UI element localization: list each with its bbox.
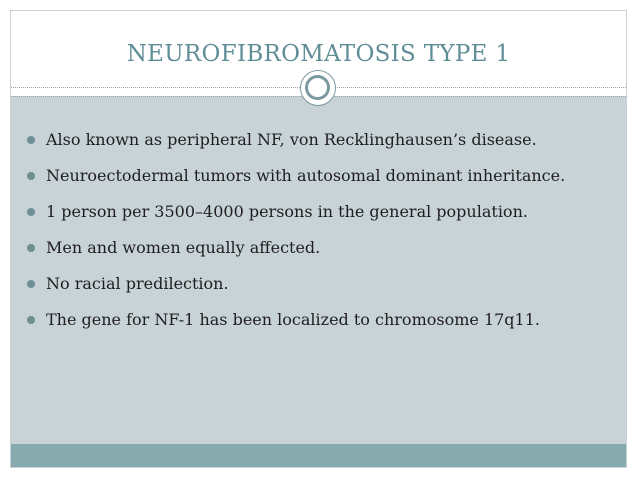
footer-band: [11, 444, 626, 467]
double-circle-icon: [300, 70, 336, 106]
bullet-text: Men and women equally affected.: [46, 238, 321, 257]
bullet-text: The gene for NF-1 has been localized to chromosome 17q11.: [46, 310, 540, 329]
round-bullet-icon: [27, 244, 35, 252]
round-bullet-icon: [27, 208, 35, 216]
round-bullet-icon: [27, 136, 35, 144]
round-bullet-icon: [27, 172, 35, 180]
slide-title: NEUROFIBROMATOSIS TYPE 1: [126, 41, 511, 67]
bullet-item: [27, 197, 607, 226]
round-bullet-icon: [27, 280, 35, 288]
ornament-inner-ring: [305, 75, 330, 100]
bullet-item: [27, 269, 607, 298]
bullet-item: [27, 125, 607, 154]
bullet-item: [27, 305, 607, 334]
bullet-text: Neuroectodermal tumors with autosomal dominant inheritance.: [46, 166, 566, 185]
bullet-list: [27, 125, 607, 341]
bullet-text: Also known as peripheral NF, von Recklinghausen’s disease.: [46, 130, 537, 149]
round-bullet-icon: [27, 316, 35, 324]
bullet-text: 1 person per 3500–4000 persons in the general population.: [46, 202, 528, 221]
bullet-text: No racial predilection.: [46, 274, 229, 293]
bullet-item: [27, 161, 607, 190]
bullet-item: [27, 233, 607, 262]
